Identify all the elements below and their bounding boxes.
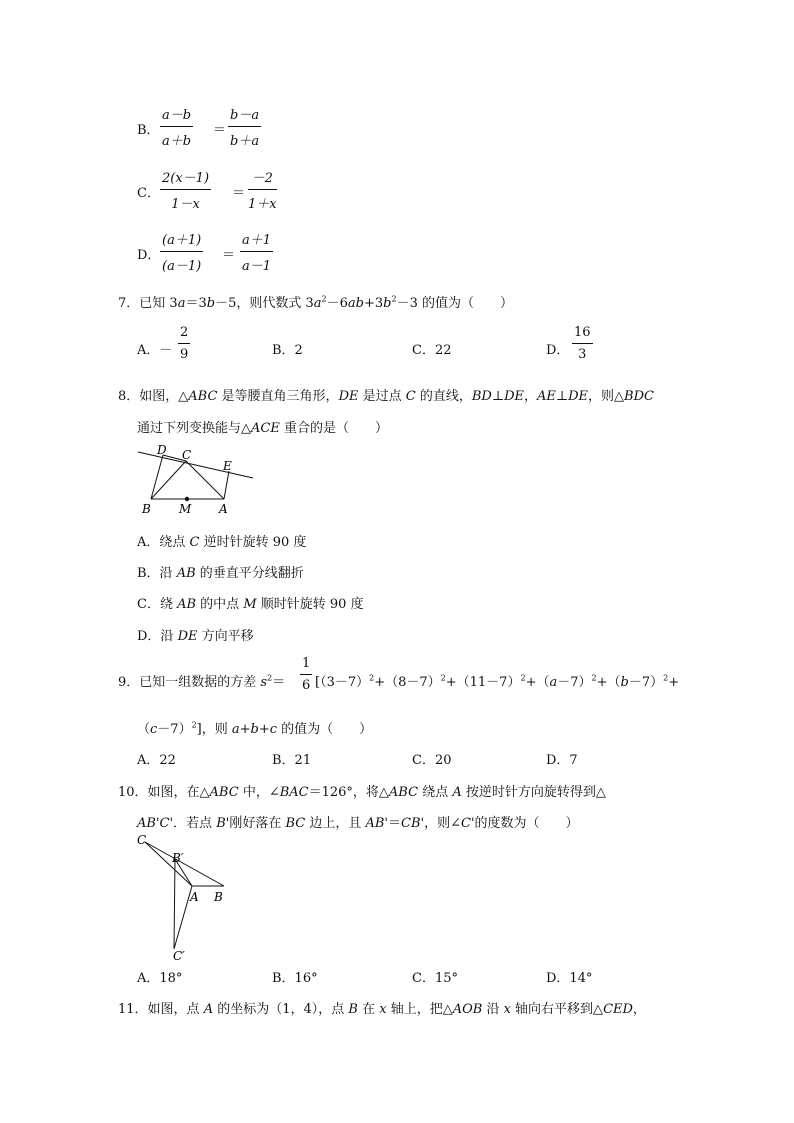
fraction-denominator: 1＋x <box>248 197 277 212</box>
text: +（ <box>596 675 621 690</box>
text: 轴上，把△ <box>386 1002 453 1017</box>
q6-option-d-left-fraction <box>160 229 203 274</box>
q6-option-c-right-fraction <box>248 167 277 212</box>
fraction-denominator: 1－x <box>171 197 200 212</box>
label-b: B <box>214 890 223 904</box>
var: BC <box>285 816 306 831</box>
q9-option-a: A．22 <box>137 753 176 768</box>
q10-stem-line1 <box>118 781 606 800</box>
var: a <box>177 296 186 311</box>
text: 绕点 <box>418 785 453 800</box>
text: + <box>668 675 680 690</box>
var: ABC <box>188 389 218 404</box>
q11-stem <box>118 998 646 1017</box>
var: B' <box>216 816 230 831</box>
fraction-numerator: a＋1 <box>240 229 273 252</box>
equals-sign: ＝ <box>213 123 227 138</box>
fraction-denominator: a－1 <box>242 259 272 274</box>
text: 8．如图，△ <box>118 389 189 404</box>
q8-option-b <box>137 562 304 581</box>
text: －7） <box>628 675 664 690</box>
q9-stem-line1-prefix <box>118 671 285 690</box>
var: M <box>243 597 257 612</box>
q6-option-b-label: B． <box>137 123 160 138</box>
var: a+b+c <box>231 722 278 737</box>
text: ⊥ <box>555 389 569 404</box>
text: 方向平移 <box>197 629 254 644</box>
segment-ae <box>224 471 229 499</box>
var: x <box>379 1002 387 1017</box>
q9-option-d: D．7 <box>546 753 578 768</box>
text: －3 的值为（ ） <box>396 296 513 311</box>
var: x <box>503 1002 511 1017</box>
text: [（3－7） <box>315 675 370 690</box>
var: ABC <box>388 785 419 800</box>
q7-stem <box>118 292 513 311</box>
text: 轴向右平移到△ <box>510 1002 604 1017</box>
text: ，则△ <box>588 389 625 404</box>
q10-option-c: C．15° <box>412 971 458 986</box>
label-a: A <box>190 890 199 904</box>
text: 沿 <box>482 1002 504 1017</box>
fraction-numerator: 2(x－1) <box>160 167 211 190</box>
text: D．沿 <box>137 629 178 644</box>
label-cprime: C′ <box>173 949 185 963</box>
q10-option-d: D．14° <box>546 971 593 986</box>
exponent: 2 <box>391 294 397 304</box>
q9-stem-line1-terms: [$(3-7)^2+(8-7)^2+(11-7)^2+(a-7)^2+(b-7)^2+$ <box>315 673 680 690</box>
var: C' <box>461 816 475 831</box>
q6-option-d-label: D． <box>137 248 161 263</box>
var: A <box>452 785 462 800</box>
text: 是过点 <box>358 389 406 404</box>
var: ACE <box>251 421 280 436</box>
q8-figure <box>135 442 260 518</box>
fraction-numerator: b－a <box>228 104 261 127</box>
text: 顺时针旋转 90 度 <box>256 597 364 612</box>
text: 是等腰直角三角形， <box>217 389 339 404</box>
label-m: M <box>179 502 192 516</box>
q7-option-b: B．2 <box>272 343 303 358</box>
var: DE <box>568 389 589 404</box>
label-c: C <box>137 833 147 847</box>
label-c: C <box>182 448 192 462</box>
label-b: B <box>142 502 151 516</box>
q8-option-c <box>137 593 364 612</box>
var: BAC <box>279 785 309 800</box>
text: 逆时针旋转 90 度 <box>199 535 307 550</box>
q10-option-b: B．16° <box>272 971 318 986</box>
fraction-numerator: －2 <box>248 167 277 190</box>
text: ⊥ <box>491 389 505 404</box>
var: DE <box>338 389 359 404</box>
var: AB <box>177 597 197 612</box>
q7-option-c: C．22 <box>412 343 452 358</box>
text: ，则∠ <box>424 816 461 831</box>
text: 9．已知一组数据的方差 <box>118 675 261 690</box>
text: +（8－7） <box>374 675 441 690</box>
text: －6 <box>326 296 348 311</box>
fraction-numerator: 16 <box>572 325 593 344</box>
fraction-numerator: 2 <box>178 325 190 344</box>
fraction-numerator: (a＋1) <box>160 229 203 252</box>
var: b <box>383 296 392 311</box>
text: 边上，且 <box>305 816 366 831</box>
var: b <box>620 675 629 690</box>
exponent: 2 <box>321 294 327 304</box>
var: A <box>203 1002 214 1017</box>
var: s <box>260 675 268 690</box>
text: ＝126°，将△ <box>308 785 389 800</box>
var: AB' <box>365 816 388 831</box>
var: AOB <box>452 1002 483 1017</box>
fraction-denominator: b＋a <box>230 134 260 149</box>
text: 在 <box>357 1002 380 1017</box>
point-m <box>185 497 189 501</box>
q6-option-b-left-fraction <box>160 104 193 149</box>
text: 刚好落在 <box>229 816 286 831</box>
q6-option-c-left-fraction <box>160 167 211 212</box>
text: 的度数为（ ） <box>474 816 579 831</box>
q6-option-b-right-fraction <box>228 104 261 149</box>
exponent: 2 <box>267 673 273 683</box>
var: c <box>150 722 158 737</box>
q8-stem-line1 <box>118 385 654 404</box>
q7-option-d-fraction <box>572 325 593 362</box>
text: 的垂直平分线翻折 <box>195 566 304 581</box>
q7-option-d-label: D． <box>546 343 570 358</box>
var: C <box>189 535 200 550</box>
fraction-denominator: a＋b <box>162 134 192 149</box>
var: b <box>206 296 216 311</box>
text: C．绕 <box>137 597 178 612</box>
text: A．绕点 <box>137 535 190 550</box>
text: 11．如图，点 <box>118 1002 204 1017</box>
var: CED <box>603 1002 633 1017</box>
text: ＝ <box>388 816 402 831</box>
text: 7．已知 3 <box>118 296 178 311</box>
var: BDC <box>624 389 654 404</box>
fraction-denominator: (a－1) <box>162 259 202 274</box>
var: B <box>348 1002 358 1017</box>
text: （ <box>137 722 151 737</box>
segment-bprime-cprime <box>174 859 175 949</box>
text: 按逆时针方向旋转得到△ <box>461 785 606 800</box>
var: BD <box>471 389 492 404</box>
q6-option-d-right-fraction <box>240 229 273 274</box>
q10-figure <box>133 832 233 964</box>
text: ＝ <box>272 675 286 690</box>
q10-stem-line2 <box>137 812 579 831</box>
var: C <box>405 389 416 404</box>
var: DE <box>177 629 198 644</box>
q6-option-c-label: C． <box>137 186 160 201</box>
var: AE <box>537 389 556 404</box>
equals-sign: ＝ <box>222 248 236 263</box>
fraction-numerator: 1 <box>300 656 312 675</box>
text: ．若点 <box>173 816 217 831</box>
text: ]，则 <box>196 722 232 737</box>
text: ， <box>523 389 537 404</box>
text: ＝3 <box>185 296 207 311</box>
q9-stem-line2: $(c-7)^2$]，则 a+b+c 的值为（ ） <box>137 720 373 737</box>
text: B．沿 <box>137 566 177 581</box>
q9-option-b: B．21 <box>272 753 312 768</box>
var: ab <box>347 296 364 311</box>
text: －5，则代数式 3 <box>215 296 314 311</box>
var: AB'C' <box>137 816 174 831</box>
var: a <box>313 296 322 311</box>
text: ， <box>632 1002 646 1017</box>
text: 中，∠ <box>238 785 280 800</box>
q7-option-a-fraction <box>178 325 190 362</box>
text: 10．如图，在△ <box>118 785 210 800</box>
text: +3 <box>363 296 384 311</box>
q9-one-sixth-fraction <box>300 656 312 693</box>
q8-option-a <box>137 531 306 550</box>
text: 通过下列变换能与△ <box>137 421 251 436</box>
q8-stem-line2 <box>137 417 388 436</box>
var: DE <box>504 389 524 404</box>
equals-sign: ＝ <box>232 186 246 201</box>
text: 重合的是（ ） <box>279 421 388 436</box>
q7-option-a-label: A．－ <box>137 343 173 358</box>
var: CB' <box>401 816 425 831</box>
text: +（11－7） <box>445 675 521 690</box>
fraction-denominator: 3 <box>578 347 587 362</box>
text: －7） <box>157 722 192 737</box>
q9-option-c: C．20 <box>412 753 452 768</box>
q10-option-a: A．18° <box>137 971 183 986</box>
text: －7） <box>557 675 592 690</box>
label-bprime: B′ <box>172 851 184 865</box>
fraction-denominator: 6 <box>302 678 311 693</box>
fraction-numerator: a－b <box>160 104 193 127</box>
text: 的值为（ ） <box>277 722 373 737</box>
label-a: A <box>219 502 228 516</box>
var: AB <box>176 566 196 581</box>
label-d: D <box>157 443 167 457</box>
var: ABC <box>209 785 239 800</box>
fraction-denominator: 9 <box>180 347 189 362</box>
q8-option-d <box>137 625 254 644</box>
text: 的坐标为（1，4），点 <box>213 1002 349 1017</box>
label-e: E <box>223 459 232 473</box>
text: +（ <box>525 675 550 690</box>
text: 的直线， <box>415 389 472 404</box>
var: a <box>549 675 558 690</box>
text: 的中点 <box>196 597 244 612</box>
line-de <box>138 452 253 478</box>
